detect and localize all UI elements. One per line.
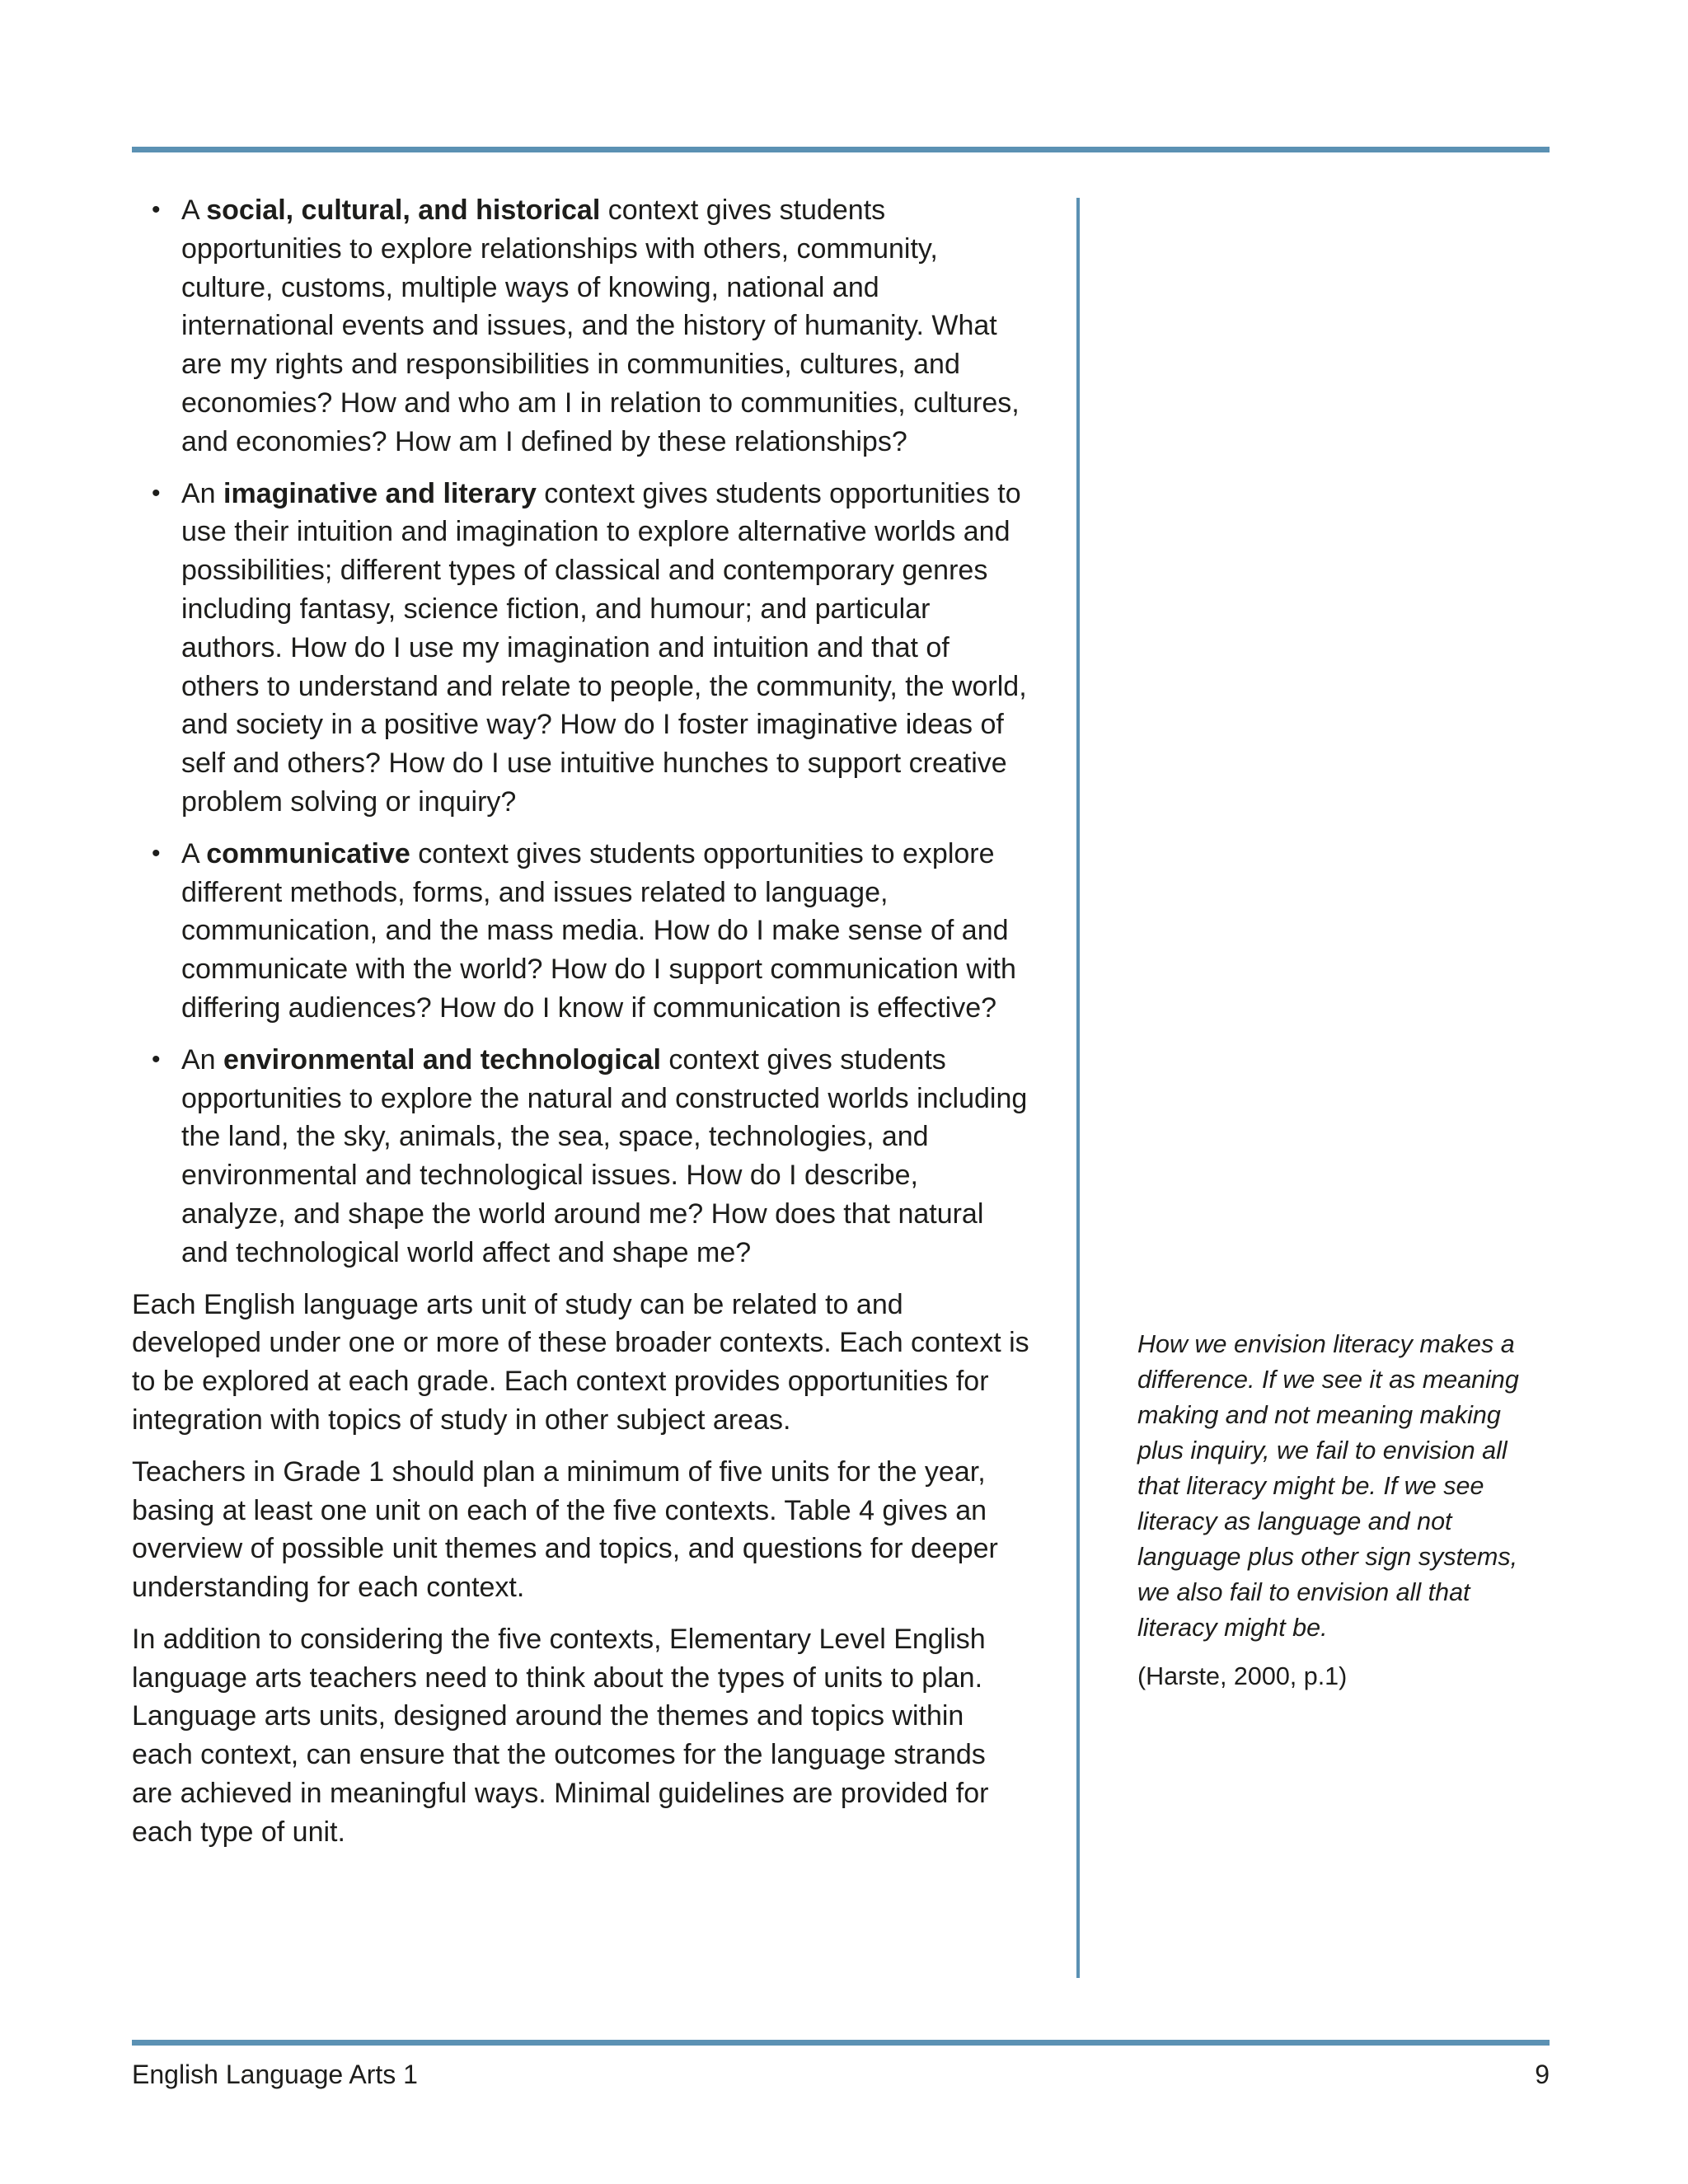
context-bullet-list [132,191,1030,1272]
bullet-environmental-technological: • An environmental and technological context gives students opportunities to explore the natural and constructed worlds including the land, the sky, animals, the sea, space, technologies, and environmental and technological issues. How do I describe, analyze, and shape the world around me? How does that natural and technological world affect and shape me? [132,1041,1030,1272]
sidebar-quote-box [1137,1327,1550,1694]
bullet-term: communicative [206,837,410,869]
bullet-communicative: • A communicative context gives students opportunities to explore different methods, forms, and issues related to language, communication, and the mass media. How do I make sense of and communicate with the world? How do I support communication with differing audiences? How do I know if communication is effective? [132,835,1030,1028]
bullet-term: imaginative and literary [223,477,537,509]
sidebar-citation: (Harste, 2000, p.1) [1137,1662,1348,1690]
page-number: 9 [1535,2060,1550,2089]
header-rule [132,147,1550,152]
bullet-term: environmental and technological [223,1043,661,1076]
bullet-social-cultural-historical: • A social, cultural, and historical context gives students opportunities to explore relationships with others, community, culture, customs, multiple ways of knowing, national and international events and issues, and the history of humanity. What are my rights and responsibilities in communities, cultures, and economies? How and who am I in relation to communities, cultures, and economies? How am I defined by these relationships? [132,191,1030,462]
bullet-imaginative-literary: • An imaginative and literary context gives students opportunities to use their intuition and imagination to explore alternative worlds and possibilities; different types of classical and contemporary genres including fantasy, science fiction, and humour; and particular authors. How do I use my imagination and intuition and that of others to understand and relate to people, the community, the world, and society in a positive way? How do I foster imaginative ideas of self and others? How do I use intuitive hunches to support creative problem solving or inquiry? [132,475,1030,822]
bullet-dot: • [152,1045,161,1073]
footer-rule [132,2040,1550,2046]
body-paragraph: Teachers in Grade 1 should plan a minimum of five units for the year, basing at least one unit on each of the five contexts. Table 4 gives an overview of possible unit themes and topics, and questions for deeper understanding for each context. [132,1455,998,1604]
body-paragraph: In addition to considering the five contexts, Elementary Level English language arts teachers need to think about the types of units to plan. Language arts units, designed around the themes and topics within each context, can ensure that the outcomes for the language strands are achieved in meaningful ways. Minimal guidelines are provided for each type of unit. [132,1623,989,1848]
body-paragraph: Each English language arts unit of study can be related to and developed under one or more of these broader contexts. Each context is to be explored at each grade. Each context provides opportunities for integration with topics of study in other subject areas. [132,1288,1029,1436]
bullet-dot: • [152,196,161,223]
bullet-term: social, cultural, and historical [206,194,601,226]
bullet-dot: • [152,839,161,867]
sidebar-divider [1076,198,1080,1978]
sidebar-quote: How we envision literacy makes a difference. If we see it as meaning making and not meaning making plus inquiry, we fail to envision all that literacy might be. If we see literacy as language and not language plus other sign systems, we also fail to envision all that literacy might be. [1137,1330,1519,1642]
main-column [132,191,1030,1865]
footer-title: English Language Arts 1 [132,2060,418,2089]
bullet-dot: • [152,479,161,507]
